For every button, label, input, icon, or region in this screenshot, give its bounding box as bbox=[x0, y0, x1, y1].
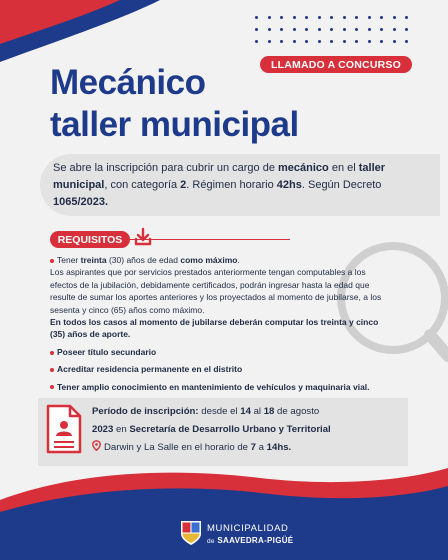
list-item: Poseer título secundario bbox=[50, 346, 395, 358]
requisitos-label: REQUISITOS bbox=[50, 231, 130, 248]
pattern-dot bbox=[330, 40, 333, 43]
periodo-text bbox=[92, 403, 402, 457]
footer-line-1: MUNICIPALIDAD bbox=[207, 523, 289, 534]
pattern-dot bbox=[293, 16, 296, 19]
pattern-dot bbox=[368, 28, 371, 31]
pattern-dot bbox=[368, 40, 371, 43]
download-icon bbox=[133, 227, 153, 247]
pattern-dot bbox=[318, 16, 321, 19]
pattern-dot bbox=[330, 16, 333, 19]
pattern-dot bbox=[405, 28, 408, 31]
pattern-dot bbox=[268, 40, 271, 43]
pattern-dot bbox=[343, 28, 346, 31]
periodo-line-1: Período de inscripción: desde el 14 al 18 de agosto bbox=[92, 406, 320, 417]
req-note: En todos los casos al momento de jubilarse deberán computar los treinta y cinco (35) años de aporte. bbox=[50, 317, 379, 340]
pattern-dot bbox=[293, 40, 296, 43]
requisitos-list bbox=[50, 254, 395, 393]
title-line-2: taller municipal bbox=[50, 105, 299, 144]
list-item: Tener amplio conocimiento en mantenimiento de vehículos y maquinaria vial. bbox=[50, 381, 395, 393]
pattern-dot bbox=[280, 16, 283, 19]
intro-text: Se abre la inscripción para cubrir un cargo de mecánico en el taller municipal, con categoría 2. Régimen horario 42hs. Según Decreto 1065/2023. bbox=[53, 162, 386, 208]
pattern-dot bbox=[268, 28, 271, 31]
pattern-dot bbox=[380, 40, 383, 43]
page-title bbox=[50, 62, 299, 146]
pattern-dot bbox=[255, 40, 258, 43]
pattern-dot bbox=[293, 28, 296, 31]
pattern-dot bbox=[343, 16, 346, 19]
pattern-dot bbox=[305, 16, 308, 19]
pattern-dot bbox=[405, 40, 408, 43]
periodo-line-3: Darwin y La Salle en el horario de 7 a 14hs. bbox=[92, 439, 402, 457]
llamado-badge: LLAMADO A CONCURSO bbox=[260, 56, 412, 73]
pattern-dot bbox=[330, 28, 333, 31]
pattern-dot bbox=[280, 28, 283, 31]
form-document-icon bbox=[46, 404, 82, 454]
title-line-1: Mecánico bbox=[50, 63, 206, 102]
footer-brand bbox=[207, 524, 293, 547]
pattern-dot bbox=[255, 28, 258, 31]
pattern-dot bbox=[393, 28, 396, 31]
pattern-dot bbox=[355, 40, 358, 43]
req-detail: Los aspirantes que por servicios prestados anteriormente tengan computables a los efectos de la jubilación, debidamente certificados, podrán ingresar hasta la edad que resulte de sumar los aportes anteriores y los proyectados al momento de jubilarse, a los sesenta y cinco (65) años como máximo. bbox=[50, 267, 382, 315]
pattern-dot bbox=[318, 40, 321, 43]
location-pin-icon bbox=[92, 440, 101, 451]
pattern-dot bbox=[393, 16, 396, 19]
periodo-line-2: 2023 en Secretaría de Desarrollo Urbano y Territorial bbox=[92, 424, 331, 435]
pattern-dot bbox=[355, 28, 358, 31]
pattern-dot bbox=[343, 40, 346, 43]
pattern-dot bbox=[318, 28, 321, 31]
pattern-dot bbox=[305, 40, 308, 43]
pattern-dot bbox=[255, 16, 258, 19]
pattern-dot bbox=[380, 16, 383, 19]
pattern-dot bbox=[280, 40, 283, 43]
pattern-dot bbox=[368, 16, 371, 19]
list-item: Tener treinta (30) años de edad como máximo. bbox=[50, 254, 395, 266]
pattern-dot bbox=[268, 16, 271, 19]
pattern-dot bbox=[355, 16, 358, 19]
pattern-dot bbox=[305, 28, 308, 31]
pattern-dot bbox=[380, 28, 383, 31]
footer-line-2: de SAAVEDRA-PIGÜÉ bbox=[207, 536, 294, 545]
municipal-shield-logo bbox=[180, 520, 202, 546]
list-item: Acreditar residencia permanente en el distrito bbox=[50, 363, 395, 375]
pattern-dot bbox=[405, 16, 408, 19]
pattern-dot bbox=[393, 40, 396, 43]
